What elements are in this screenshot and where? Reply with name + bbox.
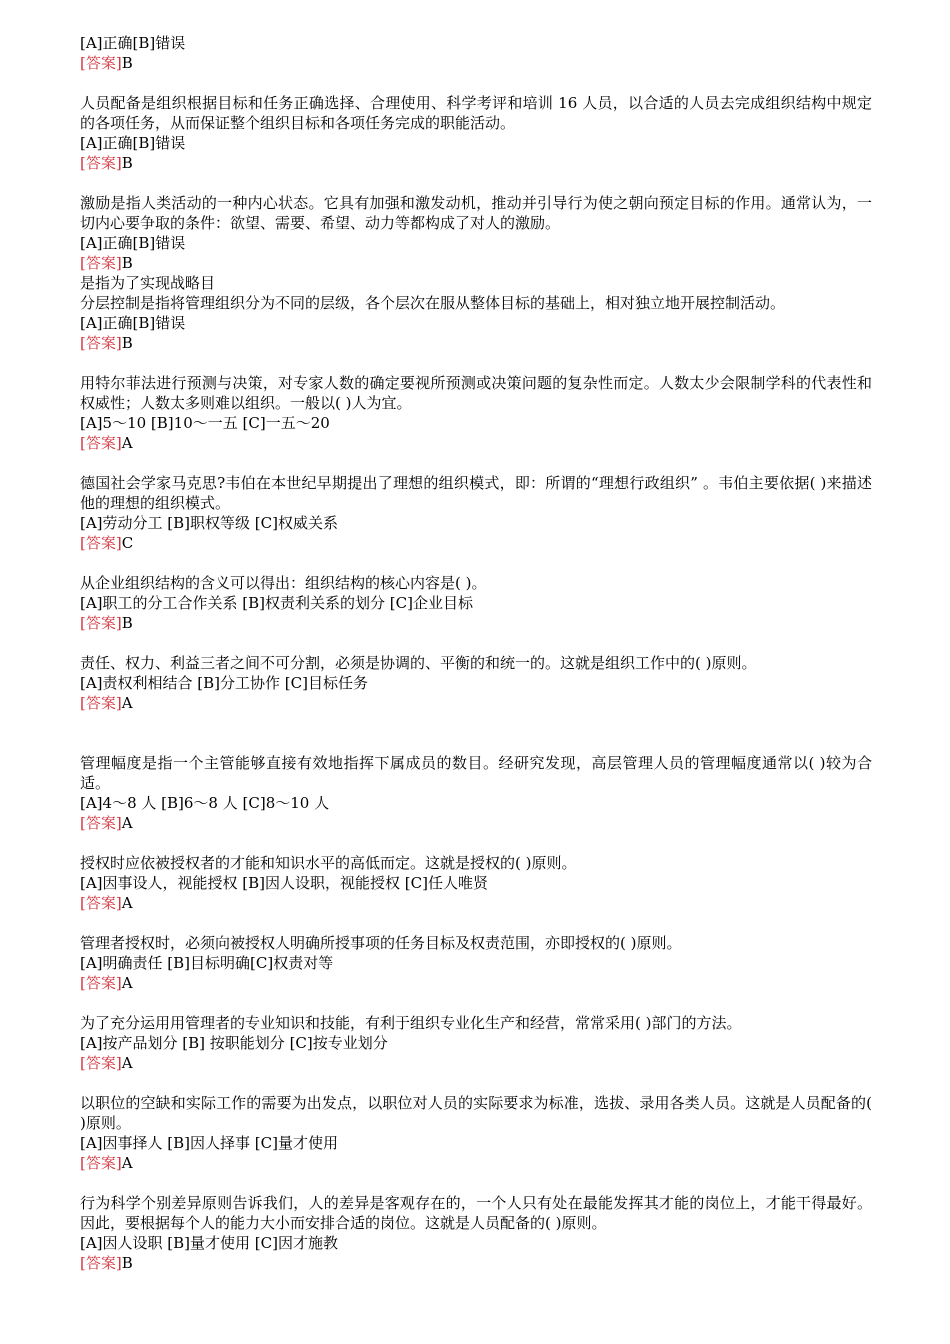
answer-line bbox=[80, 333, 872, 353]
answer-value: A bbox=[121, 894, 133, 912]
answer-value: A bbox=[121, 814, 133, 832]
answer-value: C bbox=[121, 534, 134, 552]
answer-line bbox=[80, 253, 872, 273]
answer-value: A bbox=[121, 694, 133, 712]
answer-value: B bbox=[121, 1254, 133, 1272]
answer-line bbox=[80, 613, 872, 633]
answer-value: A bbox=[121, 434, 133, 452]
answer-line bbox=[80, 693, 872, 713]
answer-line bbox=[80, 1053, 872, 1073]
answer-line bbox=[80, 533, 872, 553]
answer-label: [答案] bbox=[80, 694, 122, 712]
answer-label: [答案] bbox=[80, 894, 122, 912]
answer-line bbox=[80, 973, 872, 993]
question-text: 为了充分运用用管理者的专业知识和技能，有利于组织专业化生产和经营，常常采用( )部门的方法。 bbox=[80, 1014, 742, 1032]
answer-value: A bbox=[121, 1154, 133, 1172]
answer-value: B bbox=[121, 154, 133, 172]
question-text: 管理者授权时，必须向被授权人明确所授事项的任务目标及权责范围，亦即授权的( )原则。 bbox=[80, 934, 682, 952]
answer-line bbox=[80, 1153, 872, 1173]
answer-line bbox=[80, 1253, 872, 1273]
question-options: [A]按产品划分 [B] 按职能划分 [C]按专业划分 bbox=[80, 1034, 388, 1052]
answer-value: B bbox=[121, 254, 133, 272]
question-options: [A]责权利相结合 [B]分工协作 [C]目标任务 bbox=[80, 674, 368, 692]
question-options: [A]4～8 人 [B]6～8 人 [C]8～10 人 bbox=[80, 794, 330, 812]
question-options: [A]正确[B]错误 bbox=[80, 314, 186, 332]
answer-label: [答案] bbox=[80, 334, 122, 352]
question-options: [A]因事设人，视能授权 [B]因人设职，视能授权 [C]任人唯贤 bbox=[80, 874, 488, 892]
question-text: 责任、权力、利益三者之间不可分割，必须是协调的、平衡的和统一的。这就是组织工作中的( )原则。 bbox=[80, 654, 757, 672]
question-text: 从企业组织结构的含义可以得出：组织结构的核心内容是( )。 bbox=[80, 574, 487, 592]
question-fragment: 是指为了实现战略目 bbox=[80, 274, 216, 292]
answer-line bbox=[80, 813, 872, 833]
answer-label: [答案] bbox=[80, 1054, 122, 1072]
question-text: 用特尔菲法进行预测与决策，对专家人数的确定要视所预测或决策问题的复杂性而定。人数太少会限制学科的代表性和权威性；人数太多则难以组织。一般以( )人为宜。 bbox=[80, 374, 872, 412]
question-options: [A]职工的分工合作关系 [B]权责利关系的划分 [C]企业目标 bbox=[80, 594, 473, 612]
answer-value: B bbox=[121, 334, 133, 352]
answer-label: [答案] bbox=[80, 1254, 122, 1272]
question-text: 以职位的空缺和实际工作的需要为出发点，以职位对人员的实际要求为标准，选拔、录用各类人员。这就是人员配备的( )原则。 bbox=[80, 1094, 872, 1132]
answer-label: [答案] bbox=[80, 534, 122, 552]
question-options: [A]因事择人 [B]因人择事 [C]量才使用 bbox=[80, 1134, 338, 1152]
answer-label: [答案] bbox=[80, 54, 122, 72]
answer-value: B bbox=[121, 614, 133, 632]
question-options: [A]因人设职 [B]量才使用 [C]因才施教 bbox=[80, 1234, 338, 1252]
answer-value: B bbox=[121, 54, 133, 72]
answer-label: [答案] bbox=[80, 434, 122, 452]
answer-label: [答案] bbox=[80, 974, 122, 992]
answer-line bbox=[80, 153, 872, 173]
answer-line bbox=[80, 893, 872, 913]
question-text: 授权时应依被授权者的才能和知识水平的高低而定。这就是授权的( )原则。 bbox=[80, 854, 577, 872]
question-options: [A]劳动分工 [B]职权等级 [C]权威关系 bbox=[80, 514, 338, 532]
answer-label: [答案] bbox=[80, 814, 122, 832]
question-options: [A]正确[B]错误 bbox=[80, 234, 186, 252]
answer-label: [答案] bbox=[80, 614, 122, 632]
answer-label: [答案] bbox=[80, 254, 122, 272]
question-text: 行为科学个别差异原则告诉我们，人的差异是客观存在的，一个人只有处在最能发挥其才能的岗位上，才能干得最好。因此，要根据每个人的能力大小而安排合适的岗位。这就是人员配备的( )原则。 bbox=[80, 1194, 872, 1232]
question-text: 人员配备是组织根据目标和任务正确选择、合理使用、科学考评和培训 16 人员，以合适的人员去完成组织结构中规定的各项任务，从而保证整个组织目标和各项任务完成的职能活动。 bbox=[80, 94, 872, 132]
question-options: [A]5～10 [B]10～一五 [C]一五～20 bbox=[80, 414, 330, 432]
answer-line bbox=[80, 53, 872, 73]
question-options: [A]正确[B]错误 bbox=[80, 34, 186, 52]
question-options: [A]正确[B]错误 bbox=[80, 134, 186, 152]
answer-label: [答案] bbox=[80, 1154, 122, 1172]
answer-line bbox=[80, 433, 872, 453]
question-text: 管理幅度是指一个主管能够直接有效地指挥下属成员的数目。经研究发现，高层管理人员的管理幅度通常以( )较为合适。 bbox=[80, 754, 872, 792]
question-text: 德国社会学家马克思?韦伯在本世纪早期提出了理想的组织模式，即：所谓的“理想行政组织” 。韦伯主要依据( )来描述他的理想的组织模式。 bbox=[80, 474, 872, 512]
question-options: [A]明确责任 [B]目标明确[C]权责对等 bbox=[80, 954, 334, 972]
question-text: 分层控制是指将管理组织分为不同的层级，各个层次在服从整体目标的基础上，相对独立地开展控制活动。 bbox=[80, 294, 786, 312]
document-page bbox=[80, 33, 872, 1273]
answer-value: A bbox=[121, 974, 133, 992]
question-text: 激励是指人类活动的一种内心状态。它具有加强和激发动机，推动并引导行为使之朝向预定目标的作用。通常认为，一切内心要争取的条件：欲望、需要、希望、动力等都构成了对人的激励。 bbox=[80, 194, 872, 232]
answer-value: A bbox=[121, 1054, 133, 1072]
answer-label: [答案] bbox=[80, 154, 122, 172]
